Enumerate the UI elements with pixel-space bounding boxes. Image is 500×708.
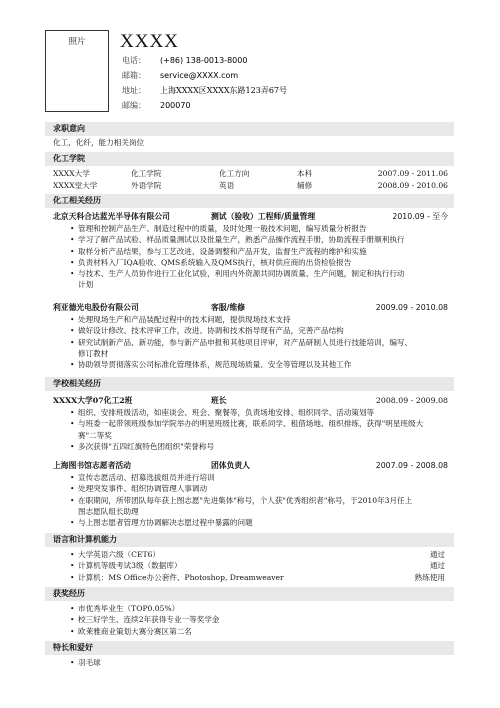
job-company: 北京天科合达蓝光半导体有限公司 bbox=[53, 211, 170, 221]
job-date: 2010.09 - 至今 bbox=[392, 211, 448, 221]
bullet-item: • 多次获得"五四红旗特色团组织"荣誉称号 bbox=[70, 441, 450, 452]
job-bullets bbox=[70, 407, 450, 452]
job-header bbox=[53, 302, 448, 313]
job-company: 上海图书馆志愿者活动 bbox=[53, 460, 131, 470]
job-header bbox=[53, 460, 448, 471]
bullet-continuation: 计划 bbox=[78, 280, 94, 290]
section-awards-title: 获奖经历 bbox=[45, 587, 454, 601]
photo-placeholder bbox=[45, 30, 109, 112]
award-item: • 欧莱雅商业策划大赛分赛区第二名 bbox=[70, 626, 450, 637]
photo-label: 照片 bbox=[68, 37, 86, 47]
section-school-title: 学校相关经历 bbox=[45, 377, 454, 391]
awards-list bbox=[70, 603, 450, 637]
job-bullets bbox=[70, 472, 450, 528]
education-row: XXXX大学 化工学院 化工方向 本科 2007.09 - 2011.06 bbox=[53, 168, 448, 178]
job-date: 2007.09 - 2008.08 bbox=[375, 460, 448, 470]
job-role: 客服/维修 bbox=[211, 302, 246, 312]
job-role: 班长 bbox=[211, 395, 227, 405]
candidate-name: XXXX bbox=[120, 31, 179, 52]
job-date: 2009.09 - 2010.08 bbox=[375, 302, 448, 312]
job-company: 利亚德光电股份有限公司 bbox=[53, 302, 139, 312]
bullet-item: • 学习了解产品试验、样品质量测试以及批量生产，熟悉产品操作流程手册，协助流程手册顺利执行 bbox=[70, 234, 450, 245]
job-date: 2008.09 - 2009.08 bbox=[375, 395, 448, 405]
section-experience-title: 化工相关经历 bbox=[45, 194, 454, 208]
contact-zip: 邮编： 200070 bbox=[122, 101, 191, 111]
bullet-item: • 宣传志愿活动、招募选拔组员并进行培训 bbox=[70, 472, 450, 483]
bullet-item: • 组织、安排班级活动，如座谈会、班会、聚餐等，负责场地安排、组织同学、活动策划等 bbox=[70, 407, 450, 418]
job-role: 团体负责人 bbox=[211, 460, 250, 470]
award-item: • 校三好学生、连续2年获得专业一等奖学金 bbox=[70, 614, 450, 625]
bullet-continuation: 修订教材 bbox=[78, 348, 109, 358]
section-objective-title: 求职意向 bbox=[45, 122, 454, 136]
bullet-item: • 做好设计修改、技术评审工作，改进、协调和技术指导现有产品，完善产品结构 bbox=[70, 325, 450, 336]
award-item: • 市优秀毕业生（TOP0.05%） bbox=[70, 603, 450, 614]
bullet-item: • 处理突发事件、组织协调管理人事调动 bbox=[70, 483, 450, 494]
bullet-item: • 处理现场生产和产品装配过程中的技术问题，提供现场技术支持 bbox=[70, 314, 450, 325]
skills-list bbox=[70, 549, 450, 583]
objective-text: 化工，化纤，能力相关岗位 bbox=[53, 137, 145, 147]
contact-address: 地址： 上海XXXX区XXXX东路123弄67号 bbox=[122, 85, 288, 95]
job-header bbox=[53, 211, 448, 222]
job-bullets bbox=[70, 223, 450, 291]
bullet-item: • 取样分析产品结果，参与工艺改进、设备调整和产品开发，监督生产流程的维护和实施 bbox=[70, 246, 450, 257]
contact-phone: 电话： (+86) 138-0013-8000 bbox=[122, 55, 248, 65]
bullet-item: • 在职期间，所带团队每年获上图志愿"先进集体"称号，个人获"优秀组织者"称号，于2010年3月任上 bbox=[70, 495, 450, 506]
section-skills-title: 语言和计算机能力 bbox=[45, 533, 454, 547]
job-role: 测试（验收）工程师/质量管理 bbox=[211, 211, 316, 221]
job-header bbox=[53, 395, 448, 406]
bullet-continuation: 赛"二等奖 bbox=[78, 430, 112, 440]
skill-item: • 大学英语六级（CET6） 通过 bbox=[70, 549, 450, 560]
job-company: XXXX大学07化工2班 bbox=[53, 395, 133, 405]
bullet-item: • 协助领导贯彻落实公司标准化管理体系，规范现场质量、安全等管理以及其他工作 bbox=[70, 359, 450, 370]
job-bullets bbox=[70, 314, 450, 370]
hobby-item: • 羽毛球 bbox=[70, 657, 450, 668]
section-education-title: 化工学院 bbox=[45, 152, 454, 166]
contact-email: 邮箱： service@XXXX.com bbox=[122, 70, 239, 80]
education-row: XXXX堂大学 外语学院 英语 辅修 2008.09 - 2010.06 bbox=[53, 180, 448, 190]
section-hobbies-title: 特长和爱好 bbox=[45, 641, 454, 655]
contact-info bbox=[122, 53, 287, 114]
bullet-item: • 与上图志愿者管理方协调解决志愿过程中暴露的问题 bbox=[70, 517, 450, 528]
bullet-item: • 研究试制新产品、新功能，参与新产品申报和其他项目评审，对产品研制人员进行技能培训，编写、 bbox=[70, 337, 450, 348]
skill-item: • 计算机等级考试3级（数据库） 通过 bbox=[70, 560, 450, 571]
bullet-continuation: 图志愿队组长助理 bbox=[78, 506, 139, 516]
skill-item: • 计算机：MS Office办公套件、Photoshop, Dreamweaver 熟练使用 bbox=[70, 572, 450, 583]
bullet-item: • 管理和控制产品生产、制造过程中的质量，及时处理一般技术问题，编写质量分析报告 bbox=[70, 223, 450, 234]
bullet-item: • 负责材料入厂IQA验收、QMS系统输入及QMS执行，核对供应商的出货检验报告 bbox=[70, 257, 450, 268]
bullet-item: • 与技术、生产人员协作进行工业化试验，利用内外资源共同协调质量、生产问题，制定和执行行动 bbox=[70, 268, 450, 279]
hobbies-list bbox=[70, 657, 450, 668]
bullet-item: • 与班委一起带领班级参加学院举办的明星班级比赛，联系同学、租借场地、组织排练，获得"明星班级大 bbox=[70, 418, 450, 429]
